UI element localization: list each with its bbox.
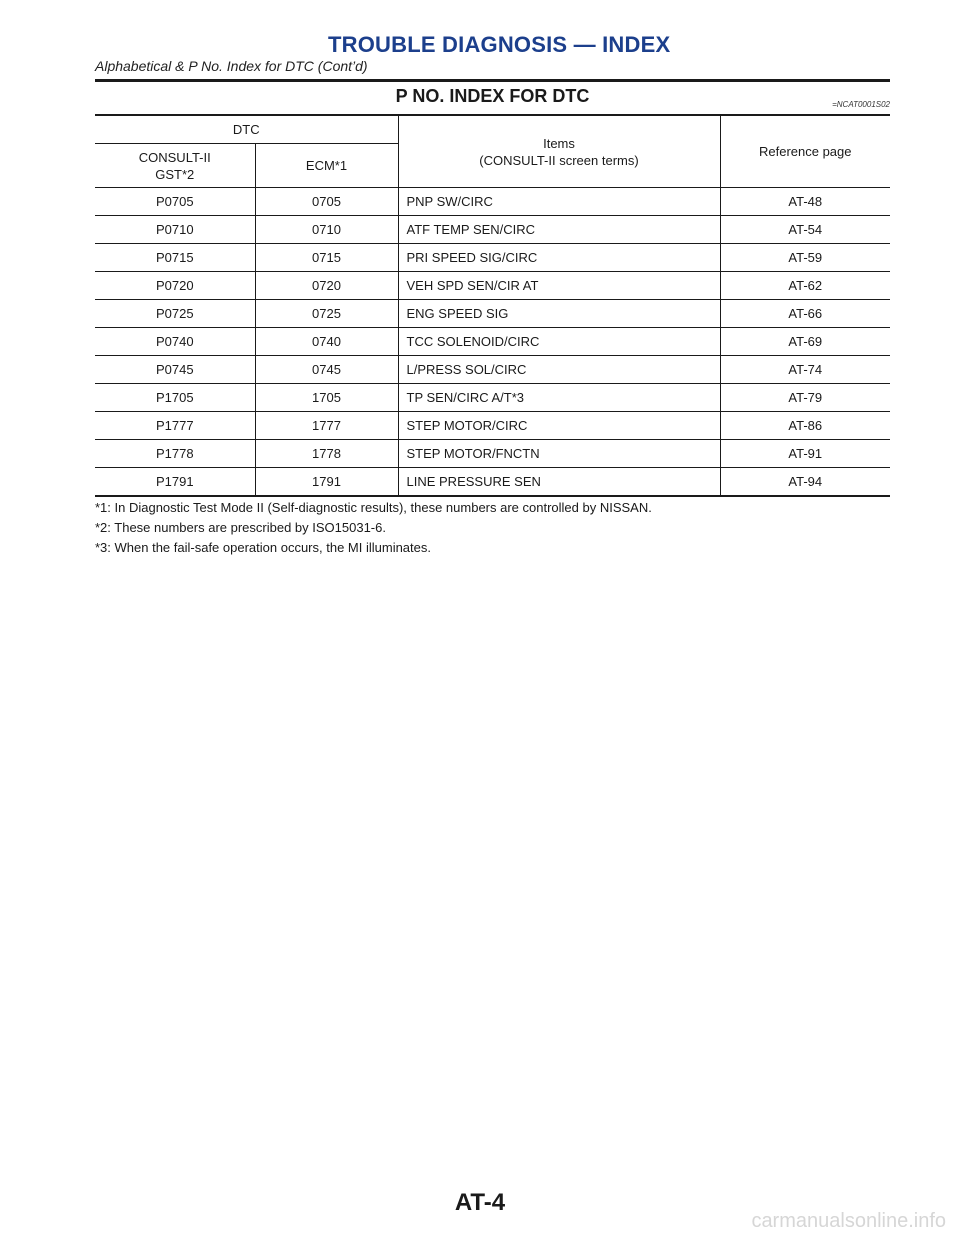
cell-ecm: 0720 bbox=[255, 272, 398, 300]
cell-reference: AT-74 bbox=[720, 356, 890, 384]
cell-ecm: 1777 bbox=[255, 412, 398, 440]
table-row bbox=[95, 328, 890, 356]
cell-ecm: 0710 bbox=[255, 216, 398, 244]
section-title: P NO. INDEX FOR DTC bbox=[395, 86, 590, 106]
cell-ecm: 0715 bbox=[255, 244, 398, 272]
cell-item: PRI SPEED SIG/CIRC bbox=[398, 244, 720, 272]
page-number: AT-4 bbox=[454, 1189, 506, 1216]
header-items bbox=[398, 115, 720, 188]
table-row bbox=[95, 412, 890, 440]
cell-consult: P0725 bbox=[95, 300, 255, 328]
footnote-3: *3: When the fail-safe operation occurs, the MI illuminates. bbox=[95, 540, 431, 555]
cell-item: VEH SPD SEN/CIR AT bbox=[398, 272, 720, 300]
cell-reference: AT-94 bbox=[720, 468, 890, 497]
cell-reference: AT-69 bbox=[720, 328, 890, 356]
cell-ecm: 0705 bbox=[255, 188, 398, 216]
header-reference: Reference page bbox=[720, 115, 890, 188]
table-row bbox=[95, 272, 890, 300]
watermark: carmanualsonline.info bbox=[751, 1210, 946, 1232]
cell-reference: AT-59 bbox=[720, 244, 890, 272]
section-code: =NCAT0001S02 bbox=[832, 100, 890, 109]
cell-ecm: 0725 bbox=[255, 300, 398, 328]
cell-consult: P1778 bbox=[95, 440, 255, 468]
cell-ecm: 1791 bbox=[255, 468, 398, 497]
cell-consult: P0745 bbox=[95, 356, 255, 384]
cell-item: TP SEN/CIRC A/T*3 bbox=[398, 384, 720, 412]
cell-ecm: 1778 bbox=[255, 440, 398, 468]
cell-consult: P1777 bbox=[95, 412, 255, 440]
cell-reference: AT-62 bbox=[720, 272, 890, 300]
cell-consult: P0720 bbox=[95, 272, 255, 300]
cell-consult: P0740 bbox=[95, 328, 255, 356]
cell-reference: AT-66 bbox=[720, 300, 890, 328]
header-items-line2: (CONSULT-II screen terms) bbox=[479, 152, 639, 168]
footnote-2: *2: These numbers are prescribed by ISO15031-6. bbox=[95, 520, 386, 535]
header-ecm: ECM*1 bbox=[255, 144, 398, 188]
table-row bbox=[95, 244, 890, 272]
header-consult bbox=[95, 144, 255, 188]
table-row bbox=[95, 188, 890, 216]
cell-reference: AT-86 bbox=[720, 412, 890, 440]
cell-item: STEP MOTOR/CIRC bbox=[398, 412, 720, 440]
cell-ecm: 0740 bbox=[255, 328, 398, 356]
table-row bbox=[95, 216, 890, 244]
cell-item: TCC SOLENOID/CIRC bbox=[398, 328, 720, 356]
cell-consult: P0710 bbox=[95, 216, 255, 244]
cell-item: LINE PRESSURE SEN bbox=[398, 468, 720, 497]
header-divider bbox=[95, 79, 890, 82]
table-row bbox=[95, 468, 890, 497]
cell-reference: AT-48 bbox=[720, 188, 890, 216]
cell-item: ATF TEMP SEN/CIRC bbox=[398, 216, 720, 244]
cell-item: L/PRESS SOL/CIRC bbox=[398, 356, 720, 384]
cell-consult: P1705 bbox=[95, 384, 255, 412]
table-row bbox=[95, 356, 890, 384]
table-row bbox=[95, 384, 890, 412]
cell-reference: AT-54 bbox=[720, 216, 890, 244]
cell-item: STEP MOTOR/FNCTN bbox=[398, 440, 720, 468]
dtc-index-table bbox=[95, 114, 890, 497]
footnote-1: *1: In Diagnostic Test Mode II (Self-diagnostic results), these numbers are controlled by NISSAN. bbox=[95, 500, 652, 515]
cell-reference: AT-79 bbox=[720, 384, 890, 412]
header-consult-line1: CONSULT-II bbox=[138, 149, 211, 165]
cell-ecm: 1705 bbox=[255, 384, 398, 412]
cell-ecm: 0745 bbox=[255, 356, 398, 384]
page-subtitle: Alphabetical & P No. Index for DTC (Cont’d) bbox=[95, 58, 368, 74]
page-title: TROUBLE DIAGNOSIS — INDEX bbox=[328, 32, 671, 57]
table-row bbox=[95, 300, 890, 328]
header-dtc: DTC bbox=[95, 115, 398, 144]
footnotes bbox=[95, 498, 652, 558]
cell-consult: P0705 bbox=[95, 188, 255, 216]
table-row bbox=[95, 440, 890, 468]
cell-consult: P0715 bbox=[95, 244, 255, 272]
header-items-line1: Items bbox=[543, 135, 575, 151]
cell-item: PNP SW/CIRC bbox=[398, 188, 720, 216]
header-consult-line2: GST*2 bbox=[155, 166, 195, 182]
cell-item: ENG SPEED SIG bbox=[398, 300, 720, 328]
cell-reference: AT-91 bbox=[720, 440, 890, 468]
cell-consult: P1791 bbox=[95, 468, 255, 497]
